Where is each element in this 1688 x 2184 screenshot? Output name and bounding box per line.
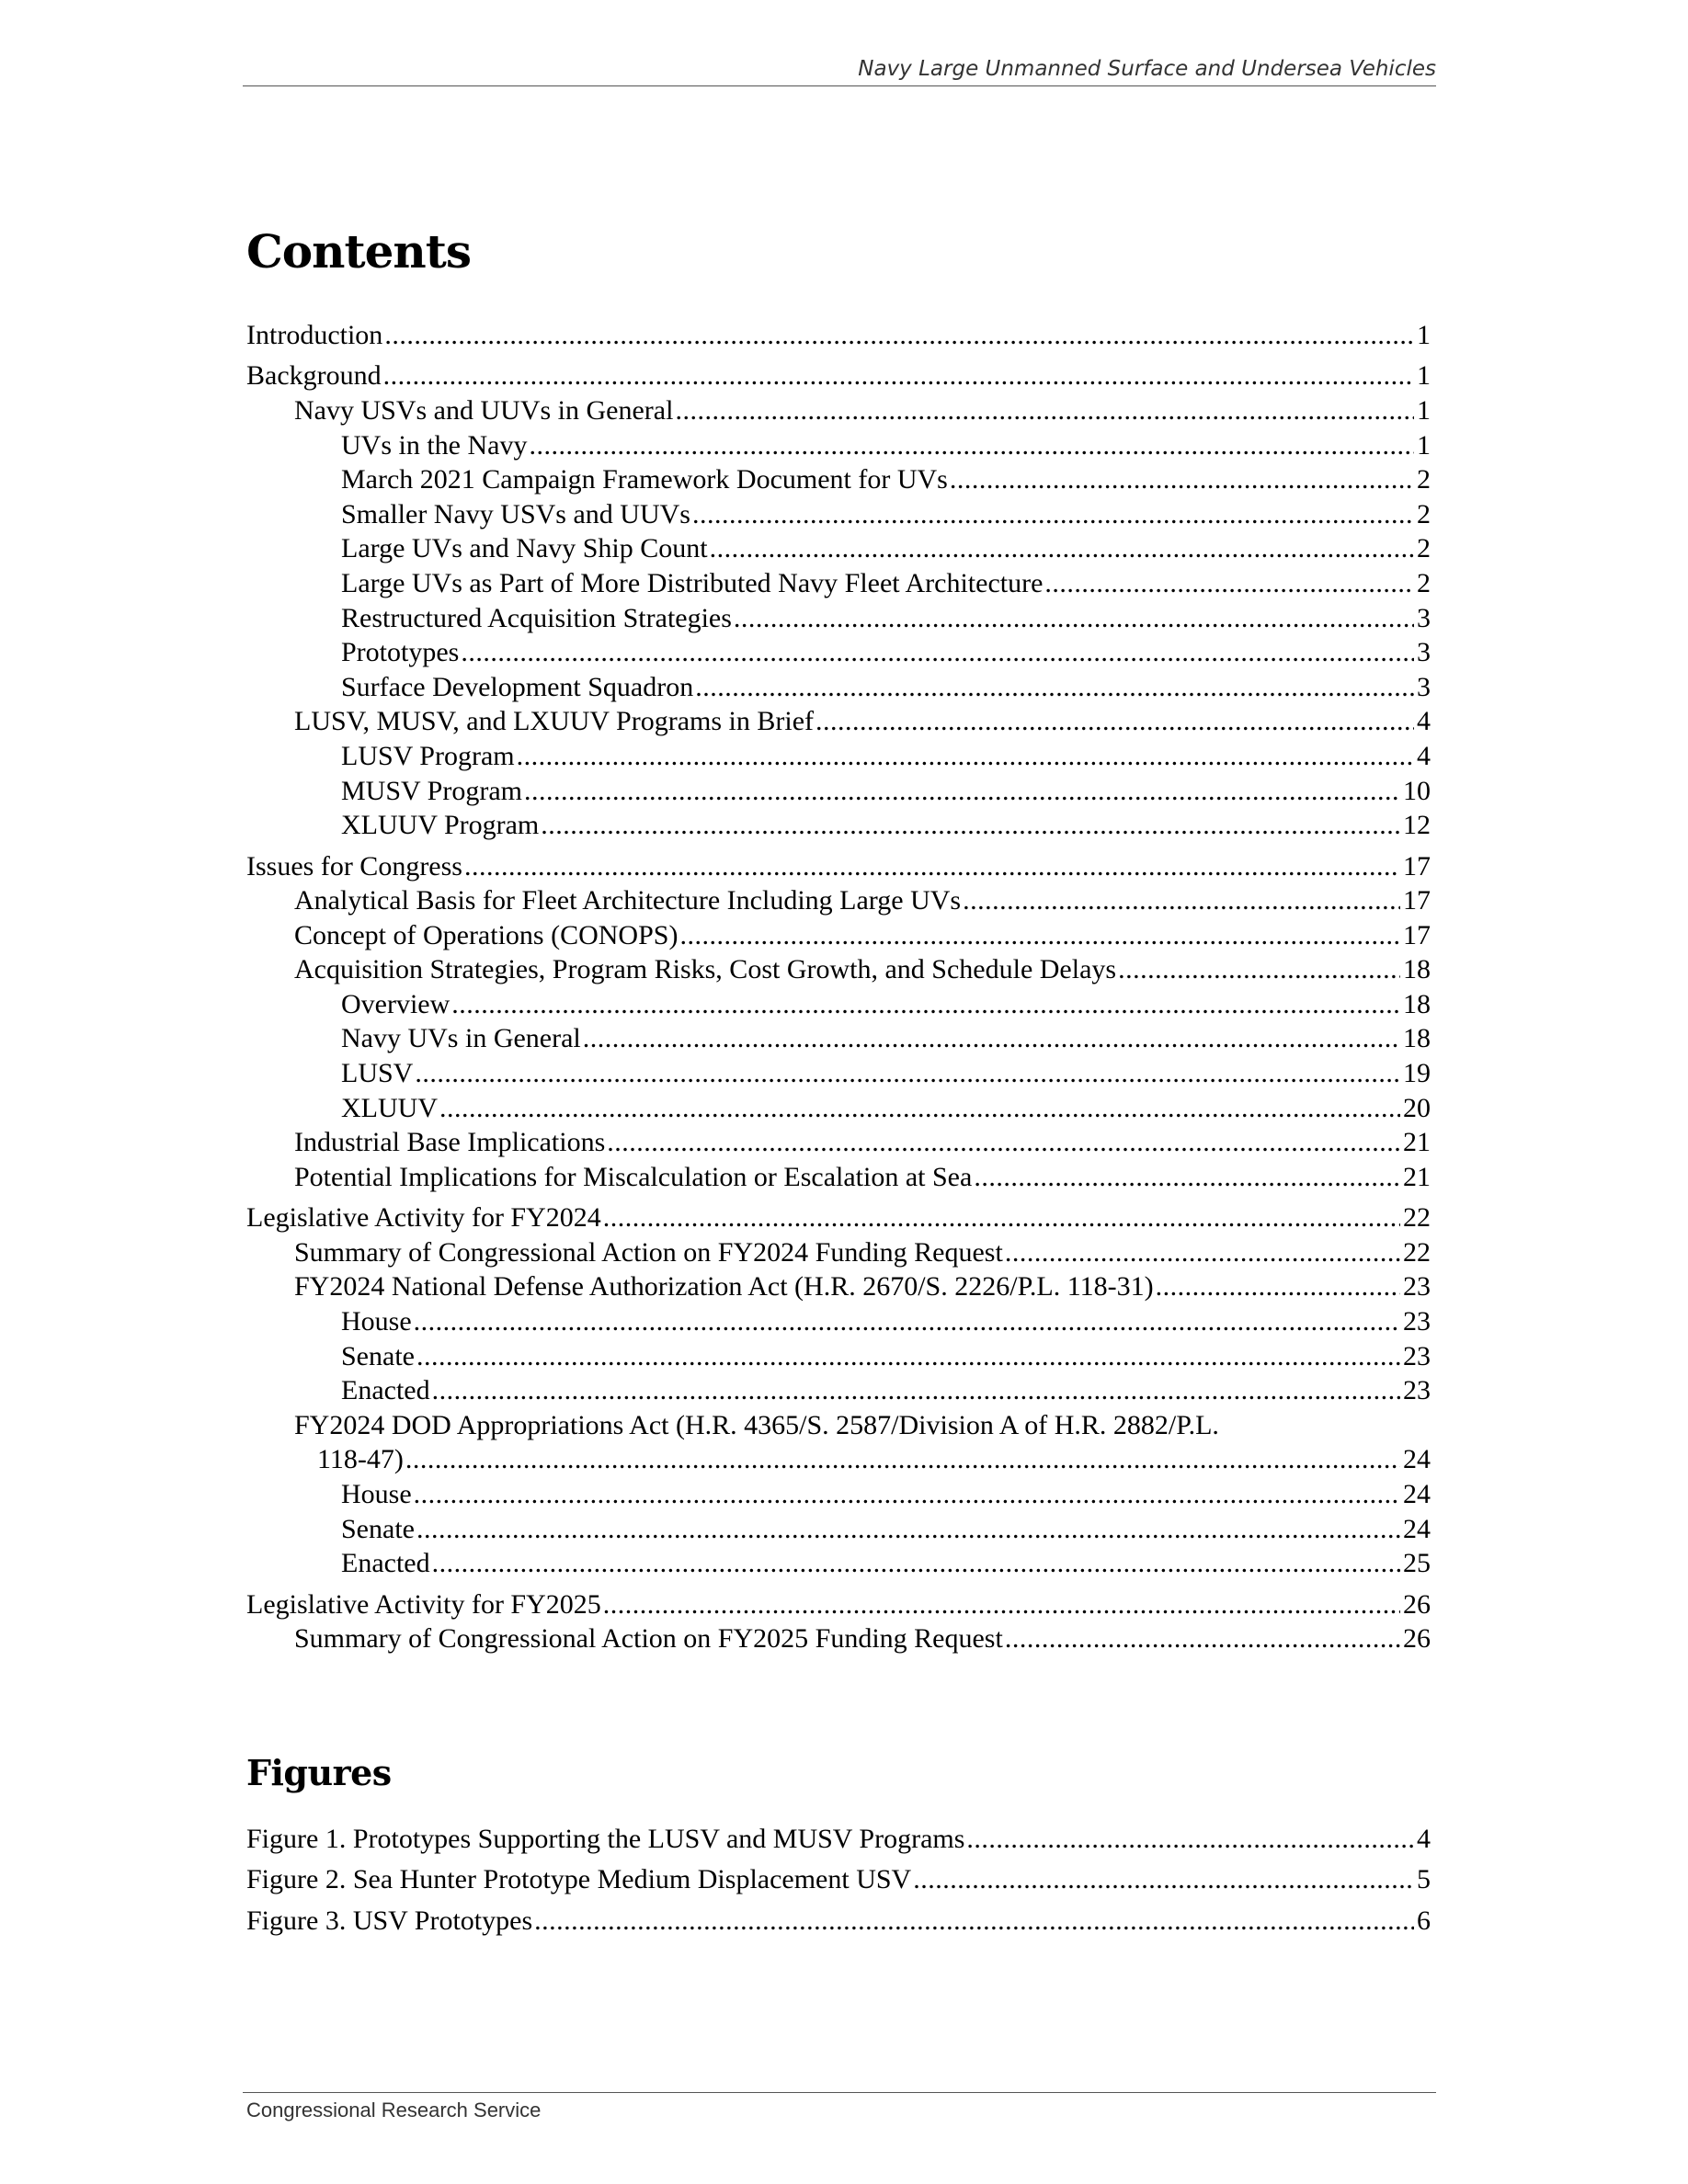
dot-leader — [524, 774, 1400, 809]
toc-entry-label: Acquisition Strategies, Program Risks, Cost Growth, and Schedule Delays — [294, 954, 1117, 985]
list-of-figures — [246, 1819, 1431, 1941]
toc-entry-label: Navy USVs and UUVs in General — [294, 394, 674, 426]
toc-entry-page: 26 — [1403, 1588, 1431, 1620]
toc-entry-page: 10 — [1403, 775, 1431, 806]
toc-entry-page: 17 — [1403, 885, 1431, 916]
toc-entry[interactable] — [246, 1442, 1431, 1477]
toc-entry-page: 1 — [1417, 394, 1431, 426]
dot-leader — [415, 1056, 1400, 1091]
toc-entry-page: 21 — [1403, 1127, 1431, 1158]
running-header: Navy Large Unmanned Surface and Undersea Vehicles — [858, 57, 1436, 81]
dot-leader — [529, 428, 1414, 463]
toc-entry-label: Legislative Activity for FY2024 — [246, 1202, 601, 1234]
toc-entry-label: Industrial Base Implications — [294, 1127, 606, 1158]
dot-leader — [464, 849, 1400, 884]
toc-entry[interactable] — [246, 849, 1431, 884]
toc-entry-page: 23 — [1403, 1375, 1431, 1406]
footer-rule — [243, 2092, 1436, 2093]
toc-entry[interactable] — [246, 1160, 1431, 1195]
toc-entry[interactable] — [246, 1235, 1431, 1270]
toc-entry-page: 18 — [1403, 954, 1431, 985]
toc-entry[interactable] — [246, 987, 1431, 1022]
dot-leader — [1156, 1269, 1400, 1304]
contents-title: Contents — [246, 224, 472, 279]
dot-leader — [439, 1091, 1400, 1126]
dot-leader — [414, 1477, 1400, 1512]
dot-leader — [384, 318, 1414, 353]
dot-leader — [383, 358, 1414, 393]
toc-entry[interactable] — [246, 566, 1431, 601]
toc-entry-page: 1 — [1417, 429, 1431, 461]
toc-entry-page: 12 — [1403, 810, 1431, 841]
toc-entry[interactable] — [246, 601, 1431, 636]
dot-leader — [913, 1860, 1414, 1900]
toc-entry-page: 25 — [1403, 1548, 1431, 1579]
toc-entry-page: 2 — [1417, 533, 1431, 564]
figure-entry[interactable] — [246, 1901, 1431, 1941]
dot-leader — [534, 1901, 1414, 1941]
toc-entry[interactable] — [246, 808, 1431, 843]
dot-leader — [974, 1160, 1400, 1195]
toc-entry-label: March 2021 Campaign Framework Document for UVs — [341, 464, 948, 495]
header-rule — [243, 85, 1436, 86]
toc-entry-page: 24 — [1403, 1513, 1431, 1544]
figure-entry-label: Figure 1. Prototypes Supporting the LUSV and MUSV Programs — [246, 1824, 965, 1854]
toc-entry-page: 17 — [1403, 850, 1431, 882]
toc-entry[interactable] — [246, 1477, 1431, 1512]
dot-leader — [583, 1021, 1400, 1056]
dot-leader — [710, 531, 1414, 566]
toc-entry[interactable] — [246, 428, 1431, 463]
toc-entry-label: Background — [246, 360, 382, 392]
figure-entry[interactable] — [246, 1860, 1431, 1900]
toc-entry-label: Surface Development Squadron — [341, 671, 694, 702]
toc-entry-label: FY2024 National Defense Authorization Act (H.R. 2670/S. 2226/P.L. 118-31) — [294, 1271, 1154, 1302]
toc-entry[interactable] — [246, 918, 1431, 953]
dot-leader — [414, 1304, 1400, 1339]
toc-entry[interactable] — [246, 774, 1431, 809]
dot-leader — [695, 670, 1414, 705]
figure-entry-page: 5 — [1417, 1864, 1431, 1895]
dot-leader — [432, 1546, 1400, 1581]
toc-entry[interactable] — [246, 1056, 1431, 1091]
toc-entry-page: 2 — [1417, 567, 1431, 598]
toc-entry-page: 3 — [1417, 637, 1431, 668]
figure-entry-page: 6 — [1417, 1905, 1431, 1936]
toc-entry-label: Navy UVs in General — [341, 1023, 581, 1054]
toc-entry-label: Large UVs and Navy Ship Count — [341, 533, 708, 564]
toc-entry-label: Enacted — [341, 1375, 430, 1406]
toc-entry[interactable] — [246, 318, 1431, 353]
toc-entry-label: Legislative Activity for FY2025 — [246, 1588, 601, 1620]
dot-leader — [815, 704, 1414, 739]
toc-entry-page: 18 — [1403, 988, 1431, 1019]
toc-entry-page: 19 — [1403, 1058, 1431, 1089]
toc-entry[interactable] — [246, 1091, 1431, 1126]
figures-title: Figures — [246, 1752, 392, 1793]
toc-entry[interactable] — [246, 1339, 1431, 1374]
dot-leader — [1044, 566, 1414, 601]
toc-entry-label: 118-47) — [317, 1444, 404, 1475]
dot-leader — [1118, 952, 1400, 987]
dot-leader — [679, 918, 1400, 953]
toc-entry[interactable] — [246, 635, 1431, 670]
toc-entry[interactable] — [246, 531, 1431, 566]
toc-entry-page: 1 — [1417, 360, 1431, 392]
footer-text: Congressional Research Service — [246, 2099, 542, 2121]
dot-leader — [517, 739, 1414, 774]
table-of-contents — [246, 318, 1431, 1656]
toc-entry[interactable] — [246, 1269, 1431, 1304]
dot-leader — [734, 601, 1414, 636]
toc-entry-page: 23 — [1403, 1271, 1431, 1302]
dot-leader — [675, 393, 1414, 428]
toc-entry-label: Enacted — [341, 1548, 430, 1579]
toc-entry-label: House — [341, 1478, 412, 1509]
toc-entry[interactable] — [246, 1373, 1431, 1408]
dot-leader — [432, 1373, 1400, 1408]
toc-entry[interactable] — [246, 1621, 1431, 1656]
toc-entry-page: 22 — [1403, 1202, 1431, 1234]
toc-entry-label-line1[interactable]: FY2024 DOD Appropriations Act (H.R. 4365/S. 2587/Division A of H.R. 2882/P.L. — [294, 1409, 1219, 1440]
toc-entry-page: 23 — [1403, 1340, 1431, 1371]
toc-entry-page: 2 — [1417, 498, 1431, 529]
toc-entry[interactable] — [246, 1200, 1431, 1235]
toc-entry[interactable] — [246, 952, 1431, 987]
toc-entry-label: Senate — [341, 1513, 415, 1544]
toc-entry[interactable] — [246, 883, 1431, 918]
toc-entry-page: 1 — [1417, 320, 1431, 350]
toc-entry-label: Introduction — [246, 320, 383, 350]
toc-entry-page: 24 — [1403, 1444, 1431, 1475]
toc-entry-label: Potential Implications for Miscalculation or Escalation at Sea — [294, 1161, 973, 1192]
toc-entry-label: LUSV, MUSV, and LXUUV Programs in Brief — [294, 706, 815, 737]
toc-entry-label: LUSV Program — [341, 740, 515, 771]
toc-entry-page: 2 — [1417, 464, 1431, 495]
toc-entry-label: Senate — [341, 1340, 415, 1371]
toc-entry-page: 24 — [1403, 1478, 1431, 1509]
toc-entry-page: 23 — [1403, 1306, 1431, 1337]
dot-leader — [1005, 1621, 1400, 1656]
toc-entry[interactable] — [246, 1021, 1431, 1056]
toc-entry-label: MUSV Program — [341, 775, 522, 806]
dot-leader — [607, 1125, 1400, 1160]
toc-entry-page: 4 — [1417, 740, 1431, 771]
toc-entry-label: Summary of Congressional Action on FY2024 Funding Request — [294, 1236, 1003, 1268]
dot-leader — [603, 1200, 1400, 1235]
toc-entry[interactable] — [246, 1512, 1431, 1547]
dot-leader — [541, 808, 1400, 843]
toc-entry-label: Smaller Navy USVs and UUVs — [341, 498, 690, 529]
toc-entry[interactable] — [246, 462, 1431, 497]
toc-entry[interactable] — [246, 497, 1431, 532]
toc-entry[interactable] — [246, 1587, 1431, 1622]
toc-entry[interactable] — [246, 358, 1431, 393]
toc-entry-page: 3 — [1417, 602, 1431, 633]
toc-entry-label: XLUUV — [341, 1092, 438, 1123]
toc-entry[interactable] — [246, 393, 1431, 428]
dot-leader — [966, 1819, 1414, 1860]
toc-entry-page: 17 — [1403, 919, 1431, 950]
toc-entry-label: LUSV — [341, 1058, 414, 1089]
toc-entry-label: Concept of Operations (CONOPS) — [294, 919, 679, 950]
toc-entry-label: XLUUV Program — [341, 810, 540, 841]
toc-entry-label: Summary of Congressional Action on FY2025 Funding Request — [294, 1623, 1003, 1655]
figure-entry-label: Figure 2. Sea Hunter Prototype Medium Displacement USV — [246, 1864, 912, 1895]
toc-entry-page: 3 — [1417, 671, 1431, 702]
toc-entry-label: Prototypes — [341, 637, 460, 668]
toc-entry-label: Issues for Congress — [246, 850, 462, 882]
figure-entry[interactable] — [246, 1819, 1431, 1860]
toc-entry-label: Large UVs as Part of More Distributed Navy Fleet Architecture — [341, 567, 1044, 598]
dot-leader — [1005, 1235, 1400, 1270]
toc-entry-page: 18 — [1403, 1023, 1431, 1054]
toc-entry-label: Overview — [341, 988, 451, 1019]
figure-entry-label: Figure 3. USV Prototypes — [246, 1905, 533, 1936]
toc-entry-label: Restructured Acquisition Strategies — [341, 602, 732, 633]
dot-leader — [963, 883, 1400, 918]
toc-entry-label: House — [341, 1306, 412, 1337]
toc-entry-page: 4 — [1417, 706, 1431, 737]
dot-leader — [603, 1587, 1400, 1622]
dot-leader — [416, 1512, 1400, 1547]
toc-entry-page: 26 — [1403, 1623, 1431, 1655]
toc-entry-page: 22 — [1403, 1236, 1431, 1268]
dot-leader — [405, 1442, 1400, 1477]
toc-entry-page: 20 — [1403, 1092, 1431, 1123]
toc-entry-label: Analytical Basis for Fleet Architecture Including Large UVs — [294, 885, 962, 916]
toc-entry[interactable] — [246, 704, 1431, 739]
dot-leader — [461, 635, 1414, 670]
toc-entry-label: UVs in the Navy — [341, 429, 528, 461]
dot-leader — [950, 462, 1414, 497]
toc-entry[interactable] — [246, 1546, 1431, 1581]
toc-entry-page: 21 — [1403, 1161, 1431, 1192]
toc-entry[interactable] — [246, 739, 1431, 774]
toc-entry[interactable] — [246, 670, 1431, 705]
dot-leader — [451, 987, 1400, 1022]
toc-entry[interactable] — [246, 1125, 1431, 1160]
dot-leader — [692, 497, 1414, 532]
figure-entry-page: 4 — [1417, 1824, 1431, 1854]
toc-entry[interactable] — [246, 1304, 1431, 1339]
dot-leader — [416, 1339, 1400, 1374]
